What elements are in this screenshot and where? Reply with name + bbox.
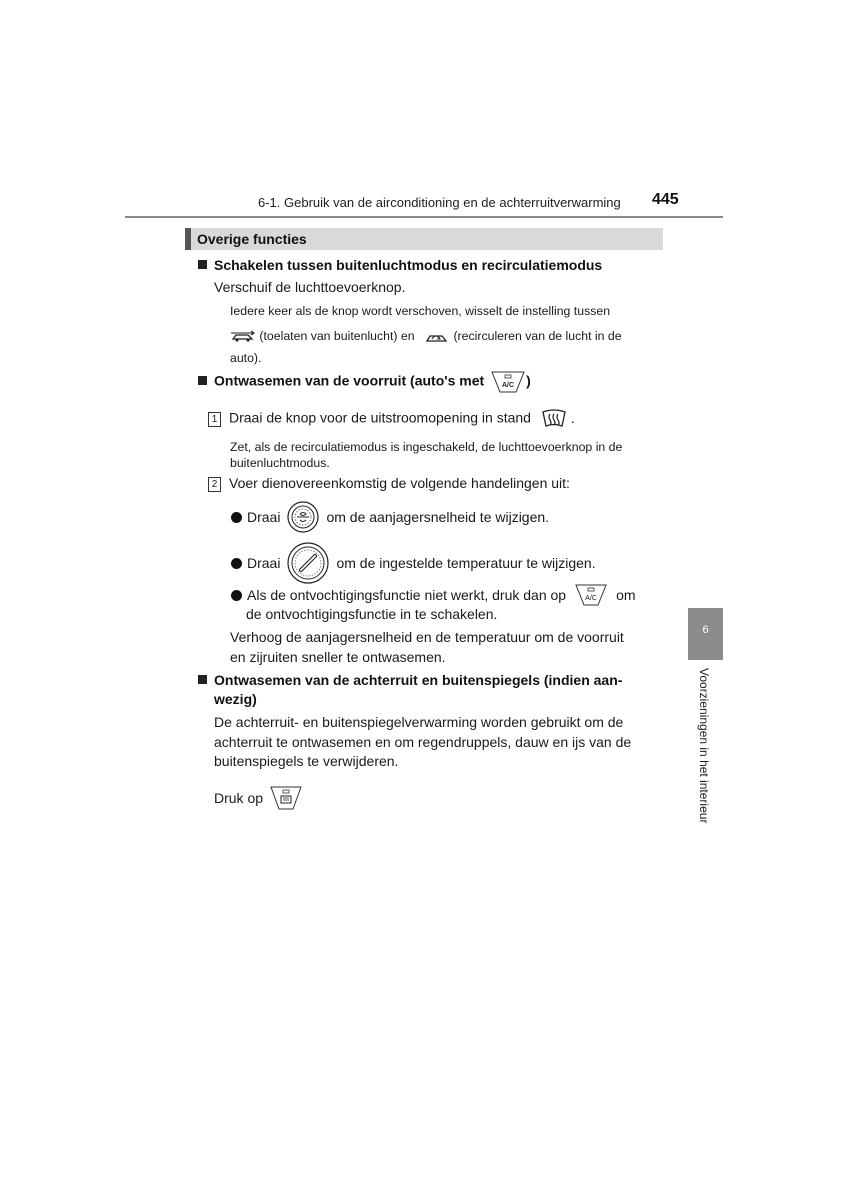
heading-text: Ontwasemen van de voorruit (auto's met (214, 372, 485, 389)
step-2 (208, 475, 570, 492)
note-line-1: Zet, als de recirculatiemodus is ingeschakeld, de luchttoevoerknop in de (230, 440, 623, 454)
round-bullet (231, 558, 242, 569)
header-rule (125, 216, 723, 218)
square-bullet (198, 376, 207, 385)
heading-text: Ontwasemen van de achterruit en buitenspiegels (indien aan- (214, 672, 623, 688)
heading-defog-rear (198, 672, 622, 688)
fan-speed-knob-icon (286, 501, 320, 533)
rear-body-1: De achterruit- en buitenspiegelverwarming worden gebruikt om de (214, 714, 624, 730)
recirc-line-3: auto). (230, 351, 262, 365)
chapter-tab: 6 (688, 608, 723, 660)
chapter-label-text: Voorzieningen in het interieur (697, 668, 711, 824)
after-line-2: en zijruiten sneller te ontwasemen. (230, 649, 446, 665)
step-1 (208, 409, 575, 429)
section-bar-accent (185, 228, 191, 250)
bullet-3-pre: Als de ontvochtigingsfunctie niet werkt, druk dan op (247, 587, 567, 603)
bullet-1-post: om de aanjagersnelheid te wijzigen. (326, 509, 550, 525)
square-bullet (198, 675, 207, 684)
recirc-intro: Verschuif de luchttoevoerknop. (214, 279, 406, 295)
rear-defog-button-icon (269, 786, 303, 810)
rear-body-3: buitenspiegels te verwijderen. (214, 753, 399, 769)
note-line-2: buitenluchtmodus. (230, 456, 330, 470)
recirculation-icon (424, 330, 450, 344)
after-line-1: Verhoog de aanjagersnelheid en de temperatuur om de voorruit (230, 629, 624, 645)
recirc-line-1: Iedere keer als de knop wordt verschoven, wisselt de instelling tussen (230, 304, 611, 318)
round-bullet (231, 590, 242, 601)
recirc-line-2a: (toelaten van buitenlucht) en (259, 329, 415, 343)
bullet-temperature (231, 542, 596, 584)
step-number: 1 (208, 412, 221, 427)
chapter-tab-label (694, 668, 714, 848)
step-1-end: . (570, 409, 575, 426)
step-1-text: Draai de knop voor de uitstroomopening in stand (229, 409, 531, 426)
ac-button-icon (490, 371, 526, 393)
press-rear-defog (214, 786, 303, 810)
temperature-knob-icon (286, 542, 330, 584)
svg-text:A/C: A/C (502, 382, 515, 389)
round-bullet (231, 512, 242, 523)
step-number: 2 (208, 477, 221, 492)
running-header: 6-1. Gebruik van de airconditioning en de achterruitverwarming (258, 195, 621, 210)
step-2-text: Voer dienovereenkomstig de volgende handelingen uit: (229, 475, 570, 491)
bullet-fan-speed (231, 501, 549, 533)
square-bullet (198, 260, 207, 269)
page-number: 445 (652, 191, 679, 208)
heading-text: Schakelen tussen buitenluchtmodus en recirculatiemodus (214, 257, 603, 273)
press-text: Druk op (214, 790, 264, 806)
windshield-defrost-icon (541, 409, 567, 429)
svg-text:A/C: A/C (585, 595, 597, 602)
outside-air-icon (230, 330, 256, 344)
bullet-2-pre: Draai (247, 555, 281, 571)
ac-button-icon (574, 584, 608, 606)
heading-defog-rear-2: wezig) (214, 691, 257, 707)
heading-defog-front (198, 371, 531, 393)
heading-recirculation (198, 257, 602, 273)
bullet-dehumidify (231, 584, 636, 606)
section-title: Overige functies (197, 231, 307, 247)
bullet-3-line-2: de ontvochtigingsfunctie in te schakelen. (246, 606, 498, 622)
recirc-line-2 (230, 329, 622, 344)
bullet-1-pre: Draai (247, 509, 281, 525)
bullet-3-post: om (616, 587, 636, 603)
rear-body-2: achterruit te ontwasemen en om regendruppels, dauw en ijs van de (214, 734, 632, 750)
bullet-2-post: om de ingestelde temperatuur te wijzigen. (336, 555, 596, 571)
heading-close: ) (526, 372, 531, 389)
section-title-bar (185, 228, 663, 250)
recirc-line-2b: (recirculeren van de lucht in de (453, 329, 622, 343)
